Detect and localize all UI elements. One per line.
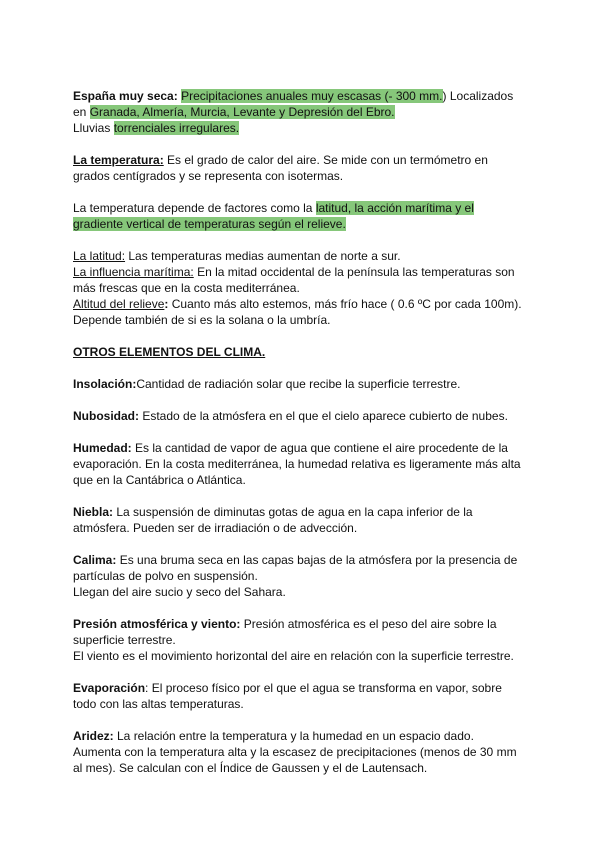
humedad-text-2: evaporación. En la costa mediterránea, la humedad relativa es ligeramente más alta <box>73 457 521 471</box>
regions-highlight: Granada, Almería, Murcia, Levante y Depresión del Ebro. <box>89 105 395 119</box>
niebla-text-2: atmósfera. Pueden ser de irradiación o de advección. <box>73 521 358 535</box>
factores-highlight: latitud, la acción marítima y el <box>315 201 474 215</box>
niebla-paragraph <box>73 504 543 536</box>
relieve-term: Altitud del relieve <box>73 297 165 311</box>
nubosidad-paragraph <box>73 408 543 424</box>
evaporacion-paragraph <box>73 680 543 712</box>
evaporacion-text: : El proceso físico por el que el agua se transforma en vapor, sobre <box>145 681 502 695</box>
latitud-text: Las temperaturas medias aumentan de norte a sur. <box>125 249 401 263</box>
espana-seca-text: ) Localizados <box>442 89 514 103</box>
gradiente-highlight: gradiente vertical de temperaturas según el relieve. <box>73 217 346 231</box>
presion-paragraph <box>73 616 543 664</box>
section-heading: OTROS ELEMENTOS DEL CLIMA. <box>73 345 266 359</box>
calima-text-2: partículas de polvo en suspensión. <box>73 569 258 583</box>
temperatura-term: La temperatura: <box>73 153 164 167</box>
presion-text-2: superficie terrestre. <box>73 633 176 647</box>
humedad-text: Es la cantidad de vapor de agua que contiene el aire procedente de la <box>131 441 508 455</box>
relieve-text-2: Depende también de si es la solana o la umbría. <box>73 313 331 327</box>
humedad-text-3: que en la Cantábrica o Atlántica. <box>73 473 246 487</box>
aridez-term: Aridez: <box>73 729 114 743</box>
insolacion-paragraph <box>73 376 543 392</box>
calima-text-3: Llegan del aire sucio y seco del Sahara. <box>73 585 286 599</box>
relieve-colon: : <box>164 297 169 311</box>
presion-term: Presión atmosférica y viento: <box>73 617 241 631</box>
nubosidad-term: Nubosidad: <box>73 409 139 423</box>
humedad-term: Humedad: <box>73 441 132 455</box>
temperatura-paragraph <box>73 152 543 184</box>
factores-paragraph <box>73 200 543 232</box>
temperatura-text: Es el grado de calor del aire. Se mide con un termómetro en <box>163 153 488 167</box>
evaporacion-text-2: todo con las altas temperaturas. <box>73 697 244 711</box>
calima-term: Calima: <box>73 553 117 567</box>
maritima-term: La influencia marítima: <box>73 265 194 279</box>
espana-seca-en: en <box>73 105 90 119</box>
lluvias-text: Lluvias <box>73 121 114 135</box>
humedad-paragraph <box>73 440 543 488</box>
factores-detail <box>73 248 543 328</box>
aridez-text: La relación entre la temperatura y la humedad en un espacio dado. <box>113 729 474 743</box>
nubosidad-text: Estado de la atmósfera en el que el cielo aparece cubierto de nubes. <box>139 409 508 423</box>
precipitaciones-highlight: Precipitaciones anuales muy escasas (- 300 mm. <box>181 89 443 103</box>
niebla-term: Niebla: <box>73 505 114 519</box>
aridez-text-2: Aumenta con la temperatura alta y la escasez de precipitaciones (menos de 30 mm <box>73 745 517 759</box>
factores-text: La temperatura depende de factores como la <box>73 201 313 215</box>
temperatura-text-2: grados centígrados y se representa con isotermas. <box>73 169 344 183</box>
calima-paragraph <box>73 552 543 600</box>
evaporacion-term: Evaporación <box>73 681 146 695</box>
relieve-text: Cuanto más alto estemos, más frío hace ( 0.6 ºC por cada 100m). <box>168 297 522 311</box>
maritima-text: En la mitad occidental de la península las temperaturas son <box>193 265 515 279</box>
aridez-paragraph <box>73 728 543 776</box>
espana-seca-term: España muy seca: <box>73 89 178 103</box>
espana-seca-paragraph <box>73 88 543 136</box>
presion-text: Presión atmosférica es el peso del aire sobre la <box>240 617 497 631</box>
insolacion-term: Insolación: <box>73 377 137 391</box>
niebla-text: La suspensión de diminutas gotas de agua en la capa inferior de la <box>113 505 473 519</box>
torrenciales-highlight: torrenciales irregulares. <box>113 121 240 135</box>
calima-text: Es una bruma seca en las capas bajas de la atmósfera por la presencia de <box>116 553 518 567</box>
section-heading-paragraph <box>73 344 543 360</box>
maritima-text-2: más frescas que en la costa mediterránea. <box>73 281 300 295</box>
aridez-text-3: al mes). Se calculan con el Índice de Gaussen y el de Lautensach. <box>73 761 428 775</box>
insolacion-text: Cantidad de radiación solar que recibe la superficie terrestre. <box>136 377 461 391</box>
viento-text: El viento es el movimiento horizontal del aire en relación con la superficie terrestre. <box>73 649 514 663</box>
latitud-term: La latitud: <box>73 249 126 263</box>
